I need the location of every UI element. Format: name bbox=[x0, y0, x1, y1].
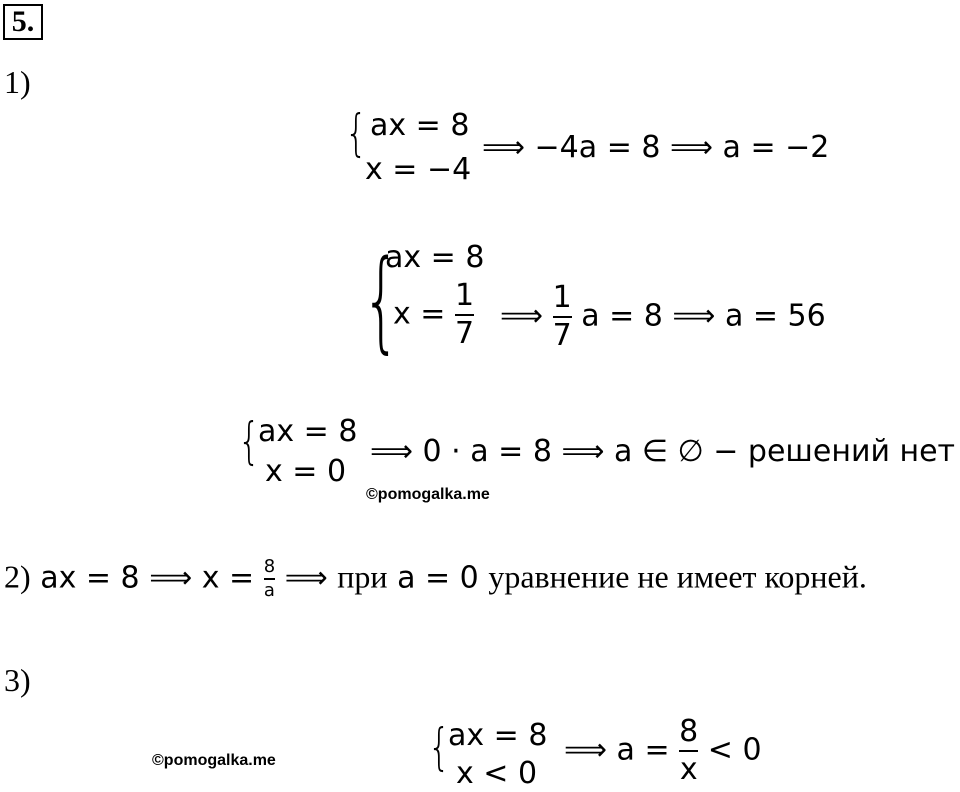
watermark-top: ©pomogalka.me bbox=[366, 486, 490, 503]
system2-frac-num: 1 bbox=[454, 278, 475, 313]
system1-eq1: ax = 8 bbox=[370, 108, 470, 143]
problem-number: 5. bbox=[3, 4, 43, 40]
system3-brace: { bbox=[238, 412, 261, 470]
system4-frac-num: 8 bbox=[679, 714, 699, 749]
system4-frac-den: x bbox=[679, 752, 698, 787]
system4-arrow: ⟹ a = bbox=[564, 732, 670, 768]
part2-lhs: ax = 8 bbox=[40, 560, 140, 596]
part2-frac-num: 8 bbox=[263, 556, 276, 577]
part2-text2: уравнение не имеет корней. bbox=[488, 558, 867, 595]
system1-eq2: x = −4 bbox=[365, 152, 472, 187]
part2-fraction bbox=[264, 556, 275, 602]
system2-eq2-lhs: x = bbox=[393, 296, 446, 332]
system2-arrow: ⟹ bbox=[500, 298, 544, 334]
watermark-bottom: ©pomogalka.me bbox=[152, 752, 276, 769]
system2-eq2 bbox=[393, 278, 474, 352]
system2-res-den: 7 bbox=[552, 318, 572, 353]
part3-label: 3) bbox=[4, 662, 31, 698]
system4-fraction bbox=[679, 714, 698, 788]
part2-arrow1: ⟹ x = bbox=[149, 560, 255, 596]
system2-brace: { bbox=[362, 236, 401, 364]
system1-result: ⟹ −4a = 8 ⟹ a = −2 bbox=[482, 130, 830, 165]
part2-cond: a = 0 bbox=[397, 560, 479, 596]
part2-line bbox=[4, 556, 867, 602]
part2-label: 2) bbox=[4, 558, 31, 595]
system3-result: ⟹ 0 · a = 8 ⟹ a ∈ ∅ − решений нет bbox=[370, 434, 956, 469]
system2-res-num: 1 bbox=[552, 280, 572, 315]
system4-tail: < 0 bbox=[707, 732, 762, 768]
system3-eq2: x = 0 bbox=[265, 454, 347, 489]
system1-brace: { bbox=[345, 104, 368, 162]
system2-frac-den: 7 bbox=[454, 316, 475, 351]
part2-frac-den: a bbox=[263, 580, 275, 601]
system4-eq1: ax = 8 bbox=[448, 718, 548, 753]
system2-result bbox=[500, 280, 826, 354]
system4-brace: { bbox=[428, 718, 451, 776]
part2-text1: при bbox=[337, 558, 388, 595]
part1-label: 1) bbox=[4, 64, 31, 100]
system4-result bbox=[564, 714, 762, 788]
part2-arrow2: ⟹ bbox=[284, 560, 328, 596]
system2-result-tail: a = 8 ⟹ a = 56 bbox=[581, 298, 826, 334]
system3-eq1: ax = 8 bbox=[258, 414, 358, 449]
system2-eq1: ax = 8 bbox=[385, 240, 485, 275]
system2-result-fraction bbox=[553, 280, 572, 354]
system2-fraction bbox=[455, 278, 474, 352]
system4-eq2: x < 0 bbox=[456, 756, 538, 791]
